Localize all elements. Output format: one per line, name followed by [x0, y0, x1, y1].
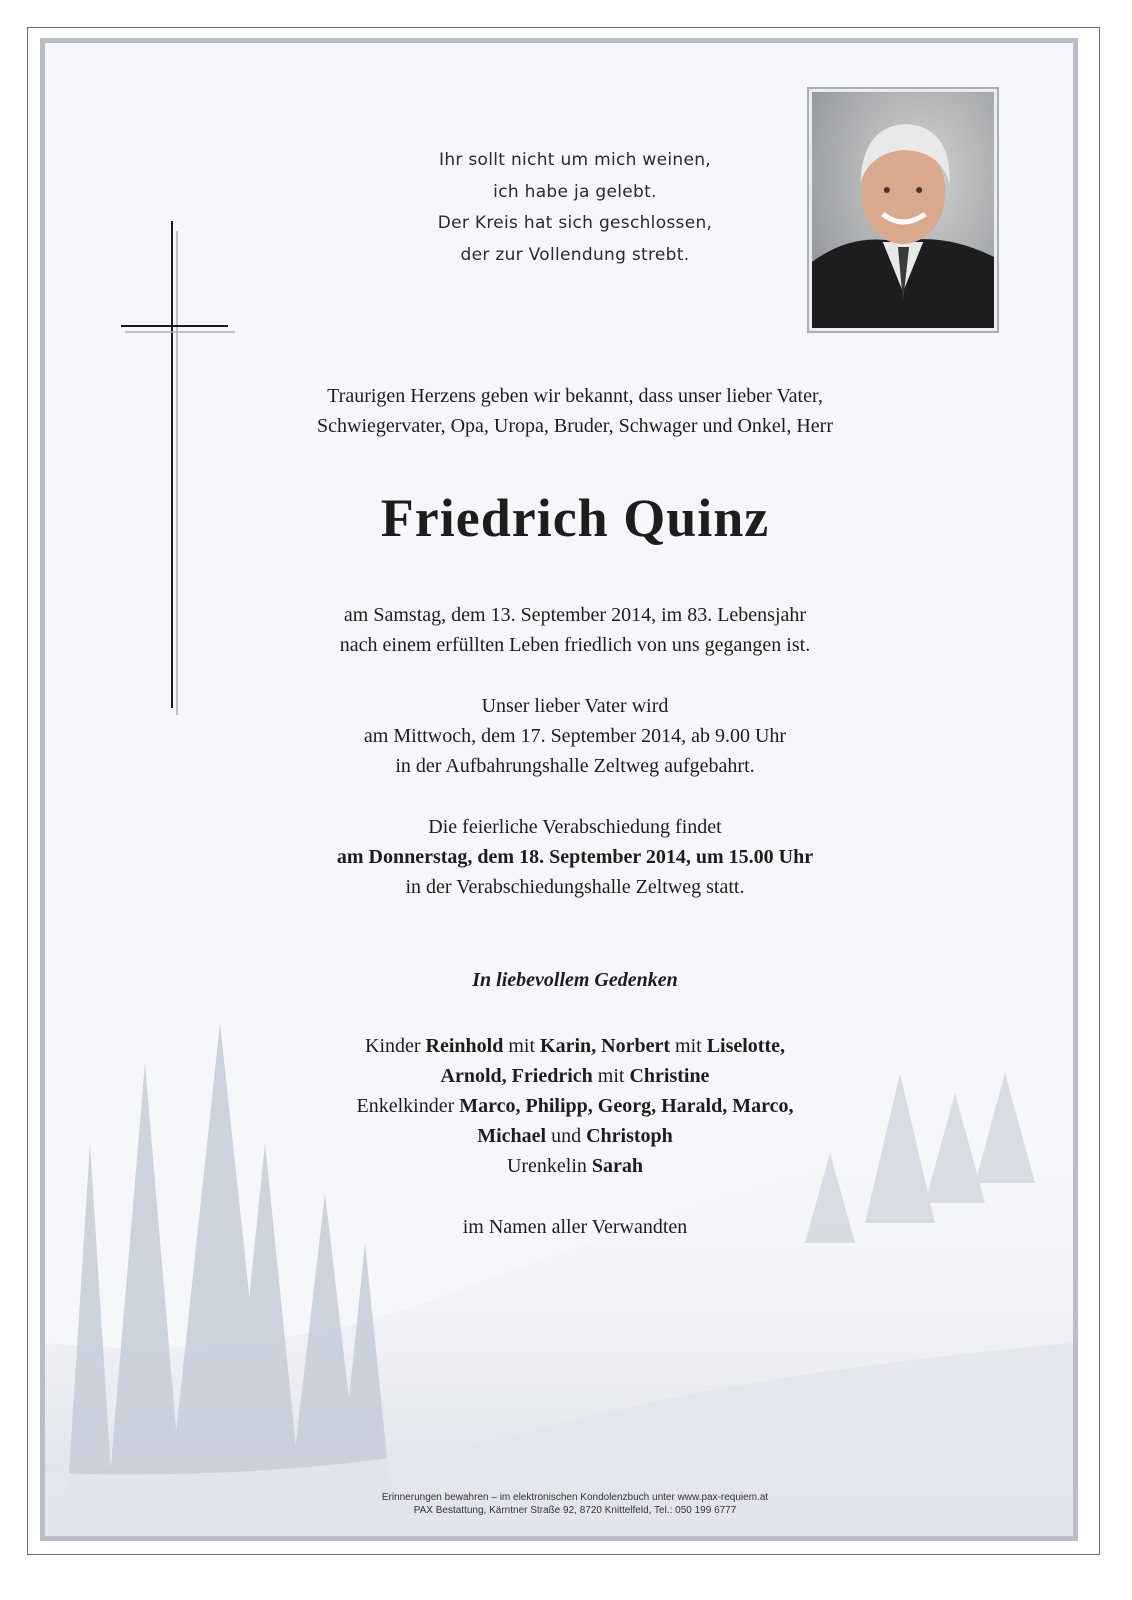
memory-heading: In liebevollem Gedenken [472, 969, 678, 991]
footer-line: Erinnerungen bewahren – im elektronischen Kondolenzbuch unter www.pax-requiem.at [381, 1492, 769, 1503]
grandchildren-line [185, 1121, 965, 1151]
intro-line: Traurigen Herzens geben wir bekannt, dass unser lieber Vater, [327, 385, 823, 407]
verse [345, 145, 805, 271]
grandchild-name: Christoph [586, 1125, 673, 1147]
children-line [185, 1061, 965, 1091]
connector: mit [597, 1065, 625, 1087]
child-name: Karin, Norbert [540, 1035, 671, 1057]
decorative-frame [40, 38, 1078, 1541]
child-name: Liselotte, [706, 1035, 785, 1057]
great-grandchild-line [185, 1151, 965, 1181]
children-line [185, 1031, 965, 1061]
child-name: Christine [629, 1065, 710, 1087]
grandchild-names: Marco, Philipp, Georg, Harald, Marco, [459, 1095, 794, 1117]
death-notice [185, 600, 965, 660]
obituary-sheet [27, 27, 1100, 1555]
intro-line: Schwiegervater, Opa, Uropa, Bruder, Schwager und Onkel, Herr [317, 415, 833, 437]
great-grandchild-name: Sarah [591, 1155, 644, 1177]
verse-line: der zur Vollendung strebt. [460, 244, 690, 265]
great-grandchild-prefix: Urenkelin [506, 1155, 587, 1177]
grandchildren-prefix: Enkelkinder [356, 1095, 455, 1117]
farewell-date: am Donnerstag, dem 18. September 2014, um 15.00 Uhr [336, 846, 814, 868]
footer [185, 1491, 965, 1517]
verse-line: ich habe ja gelebt. [493, 181, 657, 202]
footer-line: PAX Bestattung, Kärntner Straße 92, 8720 Knittelfeld, Tel.: 050 199 6777 [413, 1505, 737, 1516]
farewell-line: in der Verabschiedungshalle Zeltweg statt. [405, 876, 745, 898]
portrait-photo [807, 87, 999, 333]
death-line: am Samstag, dem 13. September 2014, im 83. Lebensjahr [343, 604, 807, 626]
viewing-line: in der Aufbahrungshalle Zeltweg aufgebahrt. [395, 755, 755, 777]
child-name: Arnold, Friedrich [440, 1065, 593, 1087]
children-prefix: Kinder [365, 1035, 421, 1057]
grandchild-name: Michael [477, 1125, 547, 1147]
death-line: nach einem erfüllten Leben friedlich von uns gegangen ist. [339, 634, 811, 656]
relatives-line: im Namen aller Verwandten [462, 1216, 688, 1238]
farewell-info [185, 812, 965, 902]
viewing-line: am Mittwoch, dem 17. September 2014, ab 9.00 Uhr [363, 725, 787, 747]
verse-line: Der Kreis hat sich geschlossen, [437, 213, 713, 233]
announcement-intro [185, 381, 965, 441]
connector: mit [675, 1035, 702, 1057]
farewell-line: Die feierliche Verabschiedung findet [428, 816, 722, 838]
portrait-icon [812, 92, 994, 328]
viewing-line: Unser lieber Vater wird [481, 695, 669, 717]
verse-line: Ihr sollt nicht um mich weinen, [439, 150, 711, 170]
child-name: Reinhold [425, 1035, 504, 1057]
viewing-info [185, 691, 965, 781]
family-list [185, 1031, 965, 1181]
connector: und [551, 1125, 582, 1147]
grandchildren-line [185, 1091, 965, 1121]
deceased-name: Friedrich Quinz [380, 488, 770, 548]
connector: mit [508, 1035, 536, 1057]
